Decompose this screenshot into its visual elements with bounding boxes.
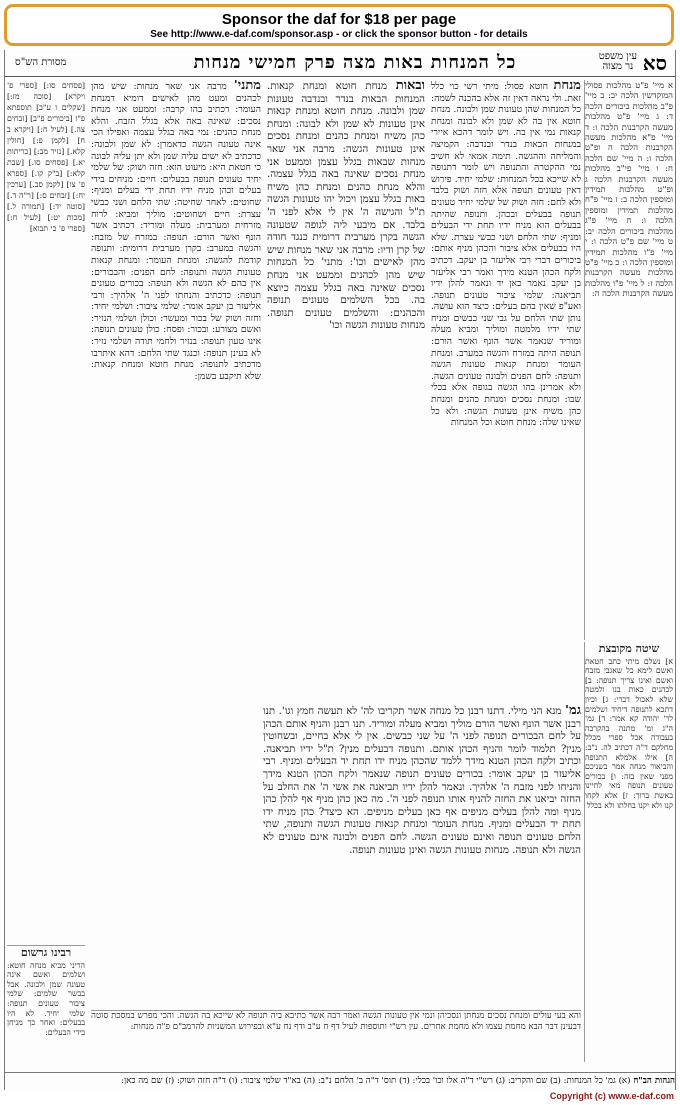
shita-mekubetzet-column — [584, 642, 673, 1062]
page-number: סא — [642, 51, 667, 75]
chapter-title: כל המנחות באות מצה פרק חמישי מנחות — [193, 52, 517, 73]
gemara-lower-block — [263, 705, 581, 1005]
rashi-opener: מתני' — [233, 80, 261, 93]
bottom-notes — [91, 1010, 581, 1069]
shita-mekubetzet-title: שיטה מקובצת — [598, 642, 660, 655]
tosafot-column — [431, 80, 581, 700]
tosafot-text: חוטא פסול: מיתי רשי כוי כלל זאת. ולי נראה דאין זה אלא בהכנה לשמה: כל המנחות שהן טעונות שמן ולבונה. מנחת חוטא אין בה לא שמן ולא לבונה ומנחת קנאות נמי אין בה. ויש לומר דהכא איירי במנחות הבאות בנדר ובנדבה: הקמיצה והמליחה וההגשה. תימה אמאי לא חשיב נמי ההקטרה והתנופה ויש לומר דתנופה לא שייכא בכל המנחות: שלמי יחיד. פירוש דאין טעונים תנופה אלא חזה ושוק בלבד ולא לחם: חזה ושוק של שלמי יחיד טעונים תנופה בבעלים ובכהן. ותנופה שהיתה בבעלים הוא מניח ידיו תחת ידי הבעלים ומניף: שתי הלחם ושני כבשי עצרת. שלא היו בבעלים אלא ציבור והכהן מניף אותם: ביכורים דברי רבי אליעזר בן יעקב. דכתיב ולקח הכהן הטנא מידך ואמר רבי אליעזר בן יעקב נאמר כאן יד ונאמר להלן ידיו תביאנה: שלמי ציבור טעונים תנופה. ואע"פ שאין בהם בעלים: כיצד הוא עושה. נותן שתי הלחם על גבי שני כבשים ומניח שתי ידיו מלמטה ומוליך ומביא מעלה ומוריד שנאמר אשר הונף ואשר הורם: תנופה היתה במזרח והגשה במערב. ומנחת העומר ומנחת קנאות טעונות הגשה ותנופה: לחם הפנים ולבונה טעונים הגשה. ולא אמרינן בהו הגשה בגופה אלא בכלי שבו: ומנחת נסכים ומנחת כהנים ומנחת כהן משיח אינן טעונות הגשה: ולא כל שאינו שלה: מנחת חוטא וכל המנחות — [431, 81, 581, 429]
rashi-text: מרבה אני שאר מנחות: שיש מהן לכהנים ומעט מהן לאישים דומיא דמנחת העומר: דכתיב בהו קרבה: וממעט אני מנחת נסכים: שאינה באה אלא בגלל הזבח. והלא מנחת כהנים: נמי באה בגלל עצמה ואפילו הכי אינה טעונה הגשה כדאמרן: לא שמן ולבונה: כדכתיב לא ישים עליה שמן ולא יתן עליה לבונה כי חטאת היא: מיעוט הוא: חזה ושוק: של שלמי יחיד טעונים תנופה בבעלים: חיים: מניחים בידי בעלים וכהן מניח ידיו תחת ידי בעלים ומניף: שחוטים: לאחר שחיטה: שתי הלחם ושני כבשי עצרת: חיים ושחוטים: מוליך ומביא: לרוח מזרחית ומערבית: מעלה ומוריד: דכתיב אשר הונף ואשר הורם: תנופה: במזרח של מזבח: והגשה במערב: בקרן מערבית דרומית: ותנופה קודמת להגשה: ומנחת העומר: ומנחת קנאות טעונות הגשה ותנופה: לחם הפנים: והבכורים: אין בהם לא הגשה ולא תנופה: בכורים טעונים תנופה: כדכתיב והנחתו לפני ה' אלהיך: ורבי אליעזר בן יעקב אומר: שלמי ציבור: ושלמי יחיד: וחזה ושוק של בכור ומעשר: וכולן ושלמי הנזיר: ואשם מצורע: ובכור: ופסח: כולן טעונים תנופה: אינו טעון תנופה: בנזיר ולחמי תודה ושלמי נזיר: לא בעינן תנופה: וכנגד שתי הלחם: דהא איתרבו מדכתיב לתנופה: מנחת חוטא ומנחת קנאות: שלא תיקבע בשמן: — [91, 81, 261, 382]
mesorah-column — [7, 80, 85, 940]
sponsor-title[interactable]: Sponsor the daf for $18 per page — [221, 11, 457, 28]
rabbenu-gershom-text: הריני מביא מנחה חוטא: ושלמים ואשם אינה טעונה שמן ולבונה. אבל בבשר שלמים: שלמי ציבור טעונים תנופה: שלמי יחיד. לא היו בבעלים: ואחר כך מניחן בידי הבעלים: — [7, 960, 85, 1037]
gemara-lower-text: מנא הני מילי. דתנו רבנן כל מנחה אשר תקריבו לה' לא תעשה חמץ וגו'. תנו רבנן אשר הונף ואשר הורם מוליך ומביא מעלה ומוריד. תנו רבנן והניף אותם הכהן על לחם הבכורים תנופה לפני ה' על שני כבשים. אין לי אלא בחיים, ובשחוטין מנין? תלמוד לומר והניף הכהן אותם. ותנופה דבעלים מנין? ת"ל ידיו תביאנה. וכתיב ולקח הכהן הטנא מידך ללמד שהכהן מניח ידו תחת יד הבעלים ומניף. רבי אליעזר בן יעקב אומר: בכורים טעונים תנופה שנאמר ולקח הכהן הטנא מידך והניחו לפני מזבח ה' אלהיך. ונאמר להלן ידיו תביאנה את אשי ה' את החלב על החזה יביאנו את החזה להניף אותו תנופה לפני ה'. מה כאן כהן מניף אף להלן כהן מניף ומה להלן בעלים מניפים אף כאן בעלים מניפים. הא כיצד? כהן מניח ידו תחת יד הבעלים ומניף. מנחת העומר ומנחת קנאות טעונות הגשה ותנופה, שתי הלחם טעונים תנופה ואינם טעונים הגשה. לחם הפנים ולבונה אינם טעונים לא הגשה ולא תנופה. מנחות טעונות הגשה ואינן טעונות תנופה. — [263, 706, 581, 856]
rabbenu-gershom-title: רבינו גרשום — [20, 946, 72, 959]
hagahot-habach — [5, 1072, 675, 1089]
mesorah-heading: מסורת הש"ס — [15, 57, 67, 68]
page-header — [5, 50, 675, 77]
ein-mishpat-text: א מיי' פ"ט מהלכות פסולי המוקדשין הלכה יב: ב מיי' פ"ב מהלכות ביכורים הלכה ד: ג מיי' פ"ט מהלכות מעשה הקרבנות הלכה ו: ד מיי' פ"א מהלכות מעשה הקרבנות הלכה ה ופ"ט הלכה ו: ה מיי' שם הלכה ח: ו מיי' פי"ב מהלכות מעשה הקרבנות הלכה ג ופ"ט מהלכות תמידין ומוספין הלכה ב: ז מיי' פ"ח מהלכות תמידין ומוספין הלכה ו: ח מיי' פ"ג מהלכות ביכורים הלכה יב: ט מיי' שם פ"ט הלכה ו: י מיי' פ"ו מהלכות תמידין ומוספין הלכה ו: כ מיי' פ"ט מהלכות מעשה הקרבנות הלכה ז: ל מיי' פ"ו מהלכות מעשה הקרבנות הלכה ה: — [585, 80, 673, 299]
rashi-column — [91, 80, 261, 970]
gemara-lower-opener: גמ' — [565, 705, 581, 718]
gemara-upper-column — [267, 80, 425, 700]
copyright-link[interactable]: Copyright (c) www.e-daf.com — [549, 1091, 674, 1101]
mesorah-text: [פסחים סו:] [ספרי פ' ויקרא] [סוכה מז:] [שקלים ו ע"ב] תוספתא פ"ז [ביכורים פ"ב] [זבחים צה.] [לעיל ח:] [ויקרא ב ח] [לקמן פ:] [חולין קלא.] [נזיר מב:] [כריתות יא.] [פסחים סו.] [שבת קלא:] [ב"ק קו.] [ספרא פ' צו] [לקמן סב.] [ערכין יח:] [זבחים ס:] [ר"ה ד.] [סוטה יד:] [תמורה ל.] [מכות יט:] [לעיל ח:] [ספרי פ' כי תבוא] — [7, 81, 85, 233]
talmud-page — [4, 50, 676, 1090]
bottom-notes-text: והא בעי עולים ומנחת נסכים מנחתן ונסכיהן ונמי אין טעונות הגשה ואמר רבה אשר כתיבא ביה תנופה לא שייכא בה הגשה. והכי מפרש במסכת סוטה דבעינן דבר הבא מחמת עצמו ולא מחמת אחרים. עין רש"י ותוספות לעיל דף ח ע"ב ודף נח ע"א ובפירוש המשניות להרמב"ם פ"ה מנחות: — [91, 1011, 581, 1032]
hagahot-label: הגהות הב"ח — [633, 1076, 675, 1086]
sponsor-banner[interactable] — [4, 4, 674, 46]
rabbenu-gershom-column — [7, 945, 85, 1066]
hagahot-text: (א) גמ' כל המנחות: (ב) שם והקריב: (ג) רש"י ד"ה אלו וכו' בכלי: (ד) תוס' ד"ה ב' הלחם נ"ב: (ה) בא"ד שלמי ציבור: (ו) ד"ה חזה ושוק: (ז) שם מה כאן: — [121, 1076, 631, 1086]
gemara-upper-text: מנחת חוטא ומנחת קנאות. המנחות הבאות בנדר ובנדבה טעונות שמן ולבונה. מנחת חוטא ומנחת קנאות אינן טעונות לא שמן ולא לבונה: ומנחת כהן משיח ומנחת כהנים ומנחת נסכים אינן טעונות הגשה: מרבה אני שאר מנחות שבאות בגלל עצמן וממעט אני מנחת נסכים שאינה באה בגלל עצמה. והלא מנחת כהנים ומנחת כהן משיח באות בגלל עצמן ויכול יהו טעונות הגשה ת"ל והגישה ה' אין לי אלא לפני ה' בלבד. אם מיבעי ליה לגופה שטעונה הגשה בקרן מערבית דרומית כנגד חודה של קרן ודיו: מרבה אני שאר מנחות שיש מהן לאישים וכו': מתני' כל המנחות שיש מהן לכהנים וממעט אני מנחת נסכים שאינה באה בגלל עצמה כיוצא בה. בכל השלמים טעונים תנופה והכהנים: והשלמים טעונים תנופה. מנחות טעונות הגשה וכו' — [267, 81, 425, 332]
gemara-opener: ובאות — [395, 80, 425, 93]
ein-mishpat-column — [584, 80, 673, 640]
shita-mekubetzet-text: א] נשלם מיתי כתב חטאת ואשם לימא כל שאגבי מזבח ואשם ואינו צריך תנופה: ב] לכהנים כאות בנו ולמטה שלא לאכול דברי: ג] וכיון דתכא לתנופה דיחיד ושלמים לר' יהודה קא אמר: ד] גמ' ה"ג ומ' מתנה בהקרבה בעבודה אכל ספרי מכלל מחלקם ד"ה דכתיב לה. נ"ב: ה] אילו אלמלא התנופה והביאור מנחה אמר בשניכם מפני שאין בזה: ו] בכורים טעונים תנופה מאי לחיינו באשת ברוך: ז] אלא לקחו קנו ולא יקנו בחלתו ולא בכלל — [585, 656, 673, 810]
sponsor-subtitle[interactable]: See http://www.e-daf.com/sponsor.asp - or click the sponsor button - for details — [150, 29, 528, 40]
ein-mishpat-heading: עין משפט נר מצוה — [598, 51, 637, 72]
tosafot-opener: מנחת — [553, 80, 581, 93]
